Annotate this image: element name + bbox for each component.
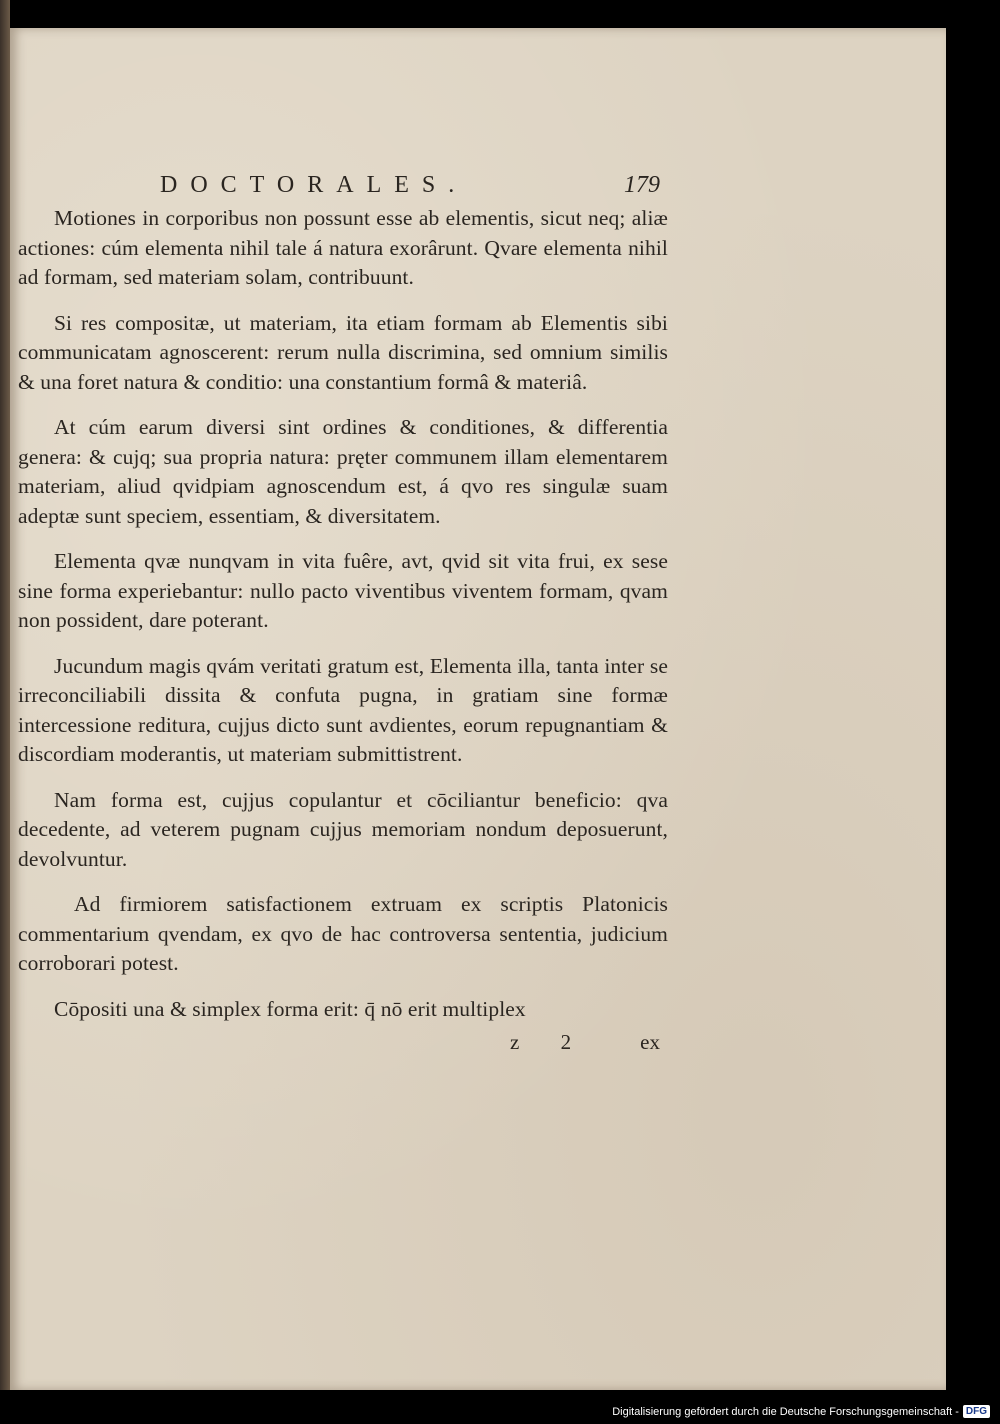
page-number: 179 xyxy=(624,172,660,198)
catchword: ex xyxy=(640,1030,660,1054)
paragraph-2: Si res compositæ, ut materiam, ita etiam formam ab Elementis sibi communicatam agnoscerent: rerum nulla discrimina, sed omnium similis & una foret natura & conditio: una constantium formâ & materiâ. xyxy=(18,310,668,394)
footer-text: Digitalisierung gefördert durch die Deutsche Forschungsgemeinschaft - xyxy=(612,1405,959,1418)
paragraph-6: Nam forma est, cujjus copulantur et cōciliantur beneficio: qva decedente, ad veterem pugnam cujjus memoriam nondum deposuerunt, devolvuntur. xyxy=(18,787,668,871)
running-head-title: DOCTORALES. xyxy=(160,172,468,198)
paragraph-8: Cōpositi una & simplex forma erit: q̄ nō erit multiplex xyxy=(54,996,526,1021)
paragraph-4: Elementa qvæ nunqvam in vita fuêre, avt, qvid sit vita frui, ex sese sine forma experiebantur: nullo pacto viventibus viventem formam, qvam non possident, dare poterant. xyxy=(18,549,668,632)
paragraph-3: At cúm earum diversi sint ordines & conditiones, & differentia genera: & cujq; sua propria natura: pręter communem illam elementarem materiam, aliud qvidpiam agnoscendum est, á qvo res singulæ suam adeptæ sunt speciem, essentiam, & diversitatem. xyxy=(18,415,668,528)
signature-mark: z 2 xyxy=(510,1030,590,1054)
book-page xyxy=(10,28,946,1390)
paragraph-7: Ad firmiorem satisfactionem extruam ex scriptis Platonicis commentarium qvendam, ex qvo de hac controversa sententia, judicium corroborari potest. xyxy=(18,892,668,975)
running-head xyxy=(18,166,668,204)
paragraph-1: Motiones in corporibus non possunt esse ab elementis, sicut neq; aliæ actiones: cúm elementa nihil tale á natura exorârunt. Qvare elementa nihil ad formam, sed materiam solam, contribuunt. xyxy=(18,206,668,289)
book-binding-edge xyxy=(0,0,10,1390)
signature-line xyxy=(18,1028,668,1060)
paragraph-5: Jucundum magis qvám veritati gratum est, Elementa illa, tanta inter se irreconciliabili dissita & confuta pugna, in gratiam sine formæ intercessione reditura, cujjus dicto sunt avdientes, eorum repugnantiam & discordiam moderantis, ut materiam submittistrent. xyxy=(18,653,668,766)
text-block xyxy=(18,166,668,1060)
digitization-footer xyxy=(612,1405,990,1418)
dfg-logo: DFG xyxy=(963,1405,990,1418)
